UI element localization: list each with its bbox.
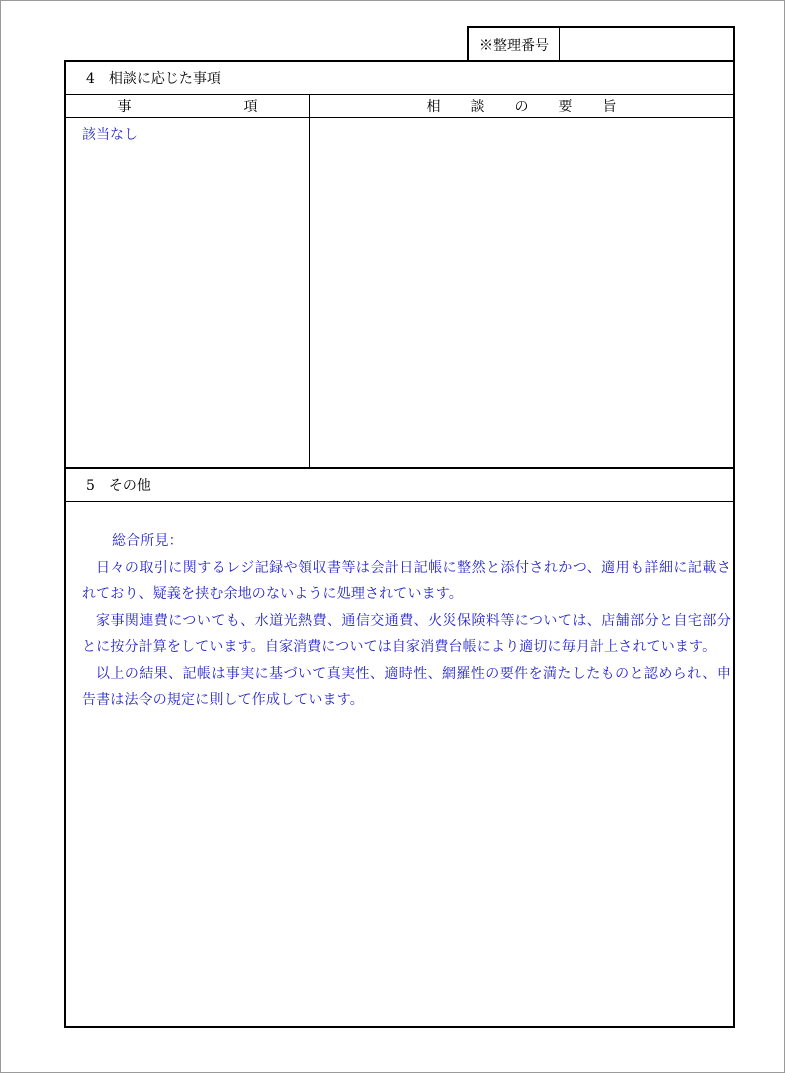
section5-header [66, 469, 733, 502]
column-header-item-char: 事 [117, 99, 132, 115]
column-header-item-char: 項 [243, 99, 258, 115]
reference-number-box [467, 26, 735, 62]
column-header-summary-char: 談 [470, 99, 485, 115]
findings-paragraph: 日々の取引に関するレジ記録や領収書等は会計日記帳に整然と添付されかつ、適用も詳細に記載されており、疑義を挟む余地のないように処理されています。 [82, 559, 731, 602]
reference-number-label: ※整理番号 [469, 28, 560, 62]
section4-column-headers [66, 95, 733, 118]
column-header-item [66, 95, 309, 117]
column-header-summary-char: 要 [558, 99, 573, 115]
column-divider [309, 95, 310, 467]
column-header-summary [310, 95, 733, 117]
overall-findings-heading: 総合所見： [112, 533, 183, 549]
column-header-summary-char: の [514, 99, 529, 115]
column-header-summary-char: 旨 [602, 99, 617, 115]
section5-body[interactable] [82, 528, 731, 714]
section4-header [66, 62, 733, 95]
findings-paragraph: 以上の結果、記帳は事実に基づいて真実性、適時性、網羅性の要件を満たしたものと認められ、申告書は法令の規定に則して作成しています。 [82, 665, 731, 708]
section5-title: 5 その他 [86, 478, 151, 494]
form-frame [64, 60, 735, 1028]
section4-title: 4 相談に応じた事項 [86, 71, 221, 87]
consulted-item-text[interactable]: 該当なし [82, 127, 138, 143]
reference-number-field[interactable] [560, 28, 733, 62]
column-header-summary-char: 相 [426, 99, 441, 115]
findings-paragraph: 家事関連費についても、水道光熱費、通信交通費、火災保険料等については、店舗部分と自宅部分とに按分計算をしています。自家消費については自家消費台帳により適切に毎月計上されています。 [82, 612, 731, 655]
